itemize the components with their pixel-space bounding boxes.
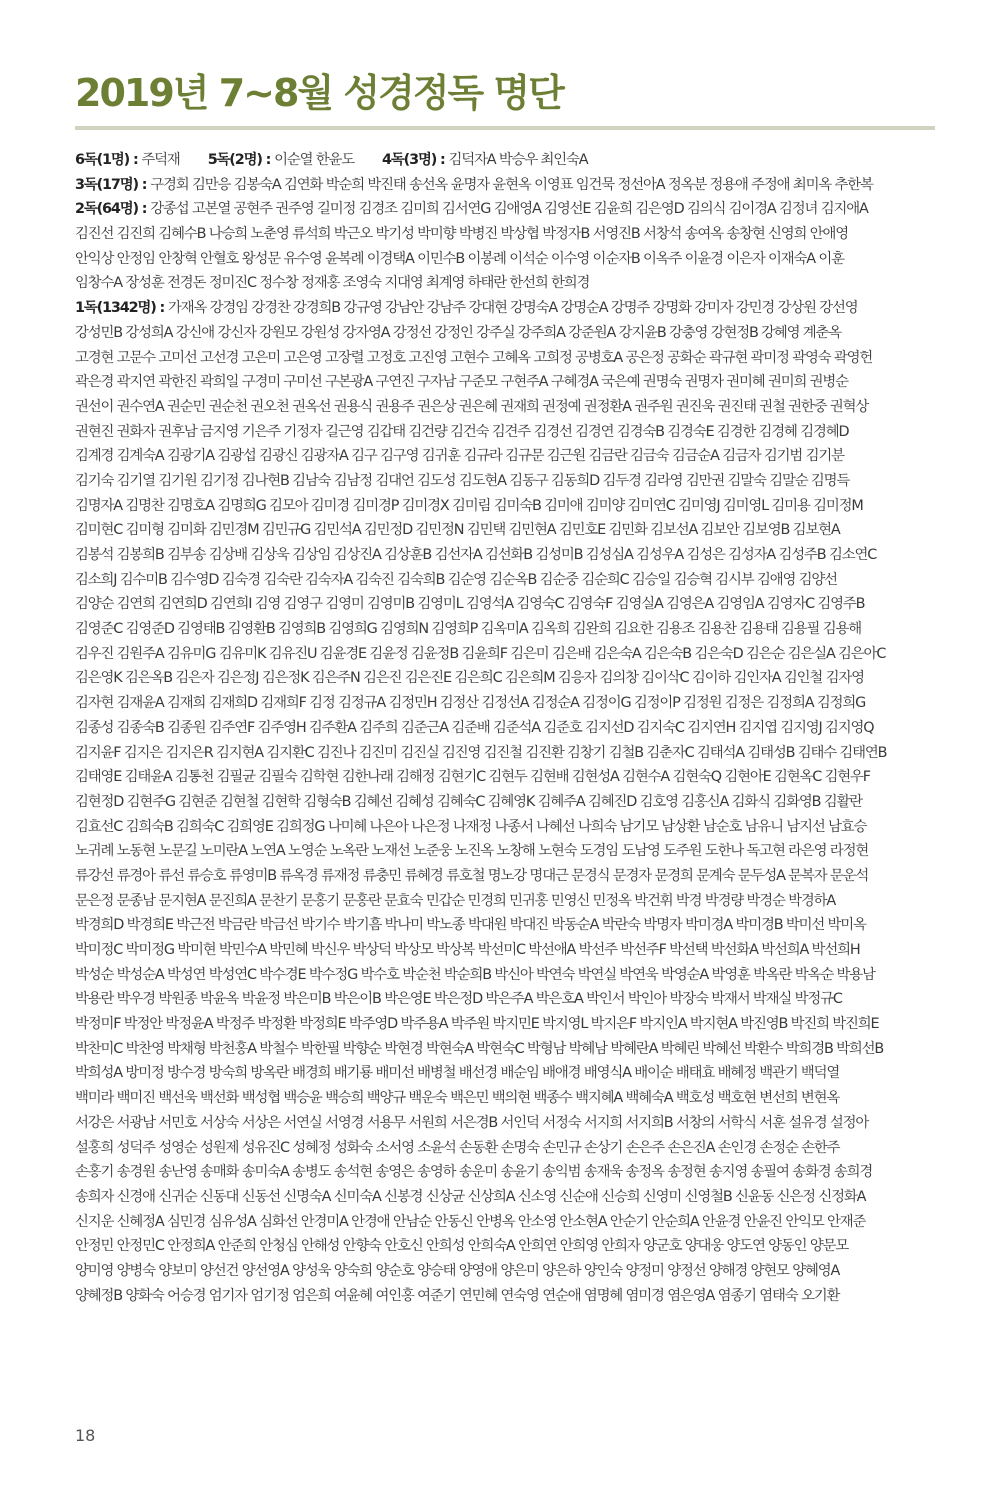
name-line: 박성순 박성순A 박성연 박성연C 박수경E 박수정G 박수호 박순천 박순희B 박신아 박연숙 박연실 박연욱 박영순A 박영훈 박옥란 박옥순 박용남 — [75, 966, 875, 983]
name-line: 서강은 서광남 서민호 서상숙 서상은 서연실 서영경 서용무 서원희 서은경B 서인덕 서정숙 서지희 서지희B 서창의 서학식 서훈 설유경 설정아 — [75, 1114, 869, 1131]
name-line: 권선이 권수연A 권순민 권순천 권오천 권옥선 권용식 권용주 권은상 권은혜 권재희 권정예 권정환A 권주원 권진욱 권진태 권철 권한중 권혁상 — [75, 398, 869, 415]
name-line: 김태영E 김태윤A 김통천 김필균 김필숙 김학현 김한나래 김해정 김현기C 김현두 김현배 김현성A 김현수A 김현숙Q 김현아E 김현옥C 김현우F — [75, 769, 870, 786]
name-line: 송희자 신경애 신귀순 신동대 신동선 신명숙A 신미숙A 신봉경 신상균 신상희A 신소영 신순애 신승희 신영미 신영철B 신윤동 신은정 신정화A — [75, 1188, 866, 1205]
name-line: 김현정D 김현주G 김현준 김현철 김현학 김형숙B 김혜선 김혜성 김혜숙C 김혜영K 김혜주A 김혜진D 김호영 김홍신A 김화식 김화영B 김활란 — [75, 793, 862, 810]
name-line: 안익상 안정임 안창혁 안혈호 왕성문 유수영 윤복례 이경택A 이민수B 이봉례 이석순 이수영 이순자B 이옥주 이윤경 이은자 이재숙A 이훈 — [75, 250, 844, 267]
name-line: 박미정C 박미정G 박미현 박민수A 박민혜 박신우 박상덕 박상모 박상복 박선미C 박선애A 박선주 박선주F 박선택 박선화A 박선희A 박선희H — [75, 942, 860, 958]
group-3-names: 구경회 김만응 김봉숙A 김연화 박순희 박진태 송선옥 윤명자 윤현옥 이영표 임건묵 정선아A 정옥분 정용애 주정애 최미옥 추한복 — [150, 176, 873, 193]
name-line: 김우진 김원주A 김유미G 김유미K 김유진U 김윤경E 김윤정 김윤정B 김윤희F 김은미 김은배 김은숙A 김은숙B 김은숙D 김은순 김은실A 김은아C — [75, 645, 886, 662]
name-line: 양미영 양병숙 양보미 양선건 양선영A 양성욱 양숙희 양순호 양승태 양영애 양은미 양은하 양인숙 양정미 양정선 양해경 양현모 양혜영A — [75, 1262, 840, 1279]
name-line: 김종성 김종숙B 김종원 김주연F 김주영H 김주환A 김주희 김준근A 김준배 김준석A 김준호 김지선D 김지숙C 김지연H 김지엽 김지영J 김지영Q — [75, 719, 874, 736]
group-6-names: 주덕재 — [141, 152, 180, 168]
name-line: 신지운 신혜정A 심민경 심유성A 심화선 안경미A 안경애 안남순 안동신 안병옥 안소영 안소현A 안순기 안순희A 안윤경 안윤진 안익모 안재준 — [75, 1213, 866, 1230]
name-line: 곽은경 곽지연 곽한진 곽희일 구경미 구미선 구본광A 구연진 구자남 구준모 구현주A 구혜경A 국은예 권명숙 권명자 권미혜 권미희 권병순 — [75, 374, 848, 391]
group-line-6-5-4 — [75, 148, 935, 173]
group-line-1 — [75, 296, 935, 321]
name-line: 설홍희 성덕주 성영순 성원제 성유진C 성혜정 성화숙 소서영 소윤석 손동환 손명숙 손민규 손상기 손은주 손은진A 손인경 손정순 손한주 — [75, 1139, 840, 1156]
name-line: 김영준C 김영준D 김영태B 김영환B 김영희B 김영희G 김영희N 김영희P 김옥미A 김옥희 김완희 김요한 김용조 김용찬 김용태 김용필 김용해 — [75, 621, 861, 638]
reader-list — [75, 148, 935, 1456]
name-line — [75, 1407, 935, 1432]
name-line: 강성민B 강성희A 강신애 강신자 강원모 강원성 강자영A 강정선 강정인 강주실 강주희A 강준원A 강지윤B 강충영 강현정B 강혜영 계춘옥 — [75, 324, 842, 341]
group-line-2 — [75, 197, 935, 222]
name-line: 안정민 안정민C 안정희A 안준희 안청심 안해성 안향숙 안호신 안희성 안희숙A 안희연 안희영 안희자 양군호 양대웅 양도연 양동인 양문모 — [75, 1238, 849, 1255]
page-title: 2019년 7~8월 성경정독 명단 — [75, 71, 563, 115]
group-4-label: 4독(3명) : — [382, 152, 449, 168]
name-line: 김명자A 김명찬 김명호A 김명희G 김모아 김미경 김미경P 김미경X 김미림 김미숙B 김미애 김미양 김미연C 김미영J 김미영L 김미용 김미정M — [75, 497, 863, 514]
name-line: 문은정 문종남 문지현A 문진희A 문찬기 문홍기 문홍란 문효숙 민갑순 민경희 민귀홍 민영신 민정옥 박건휘 박경 박경량 박경순 박경하A — [75, 892, 836, 909]
name-line: 김기숙 김기열 김기원 김기정 김나현B 김남숙 김남정 김대언 김도성 김도현A 김동구 김동희D 김두경 김라영 김만권 김말숙 김말순 김명득 — [75, 472, 850, 489]
name-line — [75, 1432, 935, 1457]
name-line: 류강선 류경아 류선 류승호 류영미B 류옥경 류재정 류충민 류혜경 류호철 명노강 명대근 문경식 문경자 문경희 문계숙 문두성A 문복자 문운석 — [75, 867, 869, 884]
name-line: 박찬미C 박찬영 박채형 박천홍A 박철수 박한필 박향순 박현경 박현숙A 박현숙C 박형남 박혜남 박혜란A 박혜린 박혜선 박환수 박희경B 박희선B — [75, 1040, 884, 1057]
group-6-label: 6독(1명) : — [75, 152, 142, 168]
name-line: 김진선 김진희 김혜수B 나승희 노춘영 류석희 박근오 박기성 박미향 박병진 박상협 박정자B 서영진B 서창석 송여옥 송창현 신영희 안애영 — [75, 226, 848, 243]
name-line: 손홍기 송경원 송난영 송매화 송미숙A 송병도 송석현 송영은 송영하 송운미 송윤기 송익범 송재욱 송정옥 송정현 송지영 송필여 송화경 송희경 — [75, 1164, 873, 1181]
group-line-3 — [75, 173, 935, 198]
name-line: 노귀례 노동현 노문길 노미란A 노연A 노영순 노옥란 노재선 노준웅 노진옥 노창해 노현숙 도경임 도남영 도주원 도한나 독고현 라은영 라정현 — [75, 843, 869, 860]
name-line: 김효선C 김희숙B 김희숙C 김희영E 김희정G 나미혜 나은아 나은정 나재정 나종서 나혜선 나희숙 남기모 남상환 남순호 남유니 남지선 남효승 — [75, 818, 867, 835]
name-line: 박용란 박우경 박원종 박윤옥 박윤정 박은미B 박은이B 박은영E 박은정D 박은주A 박은호A 박인서 박인아 박장숙 박재서 박재실 박정규C — [75, 991, 842, 1008]
name-line — [75, 1333, 935, 1358]
group-4-names: 김덕자A 박승우 최인숙A — [448, 152, 588, 168]
name-line: 김양순 김연희 김연희D 김연희I 김영 김영구 김영미 김영미B 김영미L 김영석A 김영숙C 김영숙F 김영실A 김영은A 김영임A 김영자C 김영주B — [75, 596, 865, 613]
name-line: 김지윤F 김지은 김지은R 김지현A 김지환C 김진나 김진미 김진실 김진영 김진철 김진환 김창기 김철B 김춘자C 김태석A 김태성B 김태수 김태연B — [75, 744, 887, 761]
group-5-label: 5독(2명) : — [207, 152, 275, 168]
name-line: 권현진 권화자 권후남 금지영 기은주 기정자 길근영 김갑태 김건량 김건숙 김견주 김경선 김경연 김경숙B 김경숙E 김경한 김경혜 김경혜D — [75, 423, 849, 440]
name-line: 김자현 김재윤A 김재희 김재희D 김재희F 김정 김정규A 김정민H 김정산 김정선A 김정순A 김정이G 김정이P 김정원 김정은 김정희A 김정희G — [75, 695, 866, 712]
group-3-label: 3독(17명) : — [75, 176, 151, 193]
name-line: 김계경 김계숙A 김광기A 김광섭 김광신 김광자A 김구 김구영 김귀훈 김규라 김규문 김근원 김금란 김금숙 김금순A 김금자 김기범 김기분 — [75, 448, 844, 465]
name-line: 백미라 백미진 백선욱 백선화 백성협 백승윤 백승희 백양규 백운숙 백은민 백의현 백종수 백지혜A 백혜숙A 백호성 백호현 변선희 변현옥 — [75, 1090, 840, 1107]
name-line: 김소희J 김수미B 김수영D 김숙경 김숙란 김숙자A 김숙진 김숙희B 김순영 김순옥B 김순중 김순희C 김승일 김승혁 김시부 김애영 김양선 — [75, 571, 837, 588]
group-1-names: 가재옥 강경임 강경찬 강경희B 강규영 강남안 강남주 강대현 강명숙A 강명순A 강명주 강명화 강미자 강민경 강상원 강선영 — [168, 300, 858, 317]
name-line — [75, 1358, 935, 1383]
name-line: 박희성A 방미정 방수경 방숙희 방옥란 배경희 배기룡 배미선 배병철 배선경 배순임 배애경 배영식A 배이순 배태효 배혜정 백관기 백덕열 — [75, 1065, 840, 1082]
group-1-label: 1독(1342명) : — [75, 300, 168, 317]
name-line: 양혜정B 양화숙 어승경 엄기자 엄기정 엄은희 여윤혜 여인홍 여준기 연민혜 연숙영 연순애 염명혜 염미경 염은영A 염종기 염태숙 오기환 — [75, 1287, 840, 1304]
name-line: 박경희D 박경희E 박근전 박금란 박금선 박기수 박기흠 박나미 박노종 박대원 박대진 박동순A 박란숙 박명자 박미경A 박미경B 박미선 박미옥 — [75, 917, 866, 934]
name-line: 고경현 고문수 고미선 고선경 고은미 고은영 고장렬 고정호 고진영 고현수 고혜옥 고희정 공병호A 공은정 공화순 곽규현 곽미정 곽영숙 곽영헌 — [75, 349, 873, 366]
title-divider — [75, 126, 935, 130]
name-line — [75, 1382, 935, 1407]
name-line: 김은영K 김은옥B 김은자 김은정J 김은정K 김은주N 김은진 김은진E 김은희C 김은희M 김응자 김의창 김이삭C 김이하 김인자A 김인철 김자영 — [75, 670, 864, 687]
name-line: 임창수A 장성훈 전경돈 정미진C 정수창 정재홍 조영숙 지대영 최계영 하태란 한선희 한희경 — [75, 275, 590, 292]
name-line — [75, 1308, 935, 1333]
name-line: 김미현C 김미형 김미화 김민경M 김민규G 김민석A 김민정D 김민정N 김민택 김민현A 김민호E 김민화 김보선A 김보안 김보영B 김보현A — [75, 522, 840, 539]
page-number: 18 — [75, 1426, 96, 1445]
group-5-names: 이순열 한윤도 — [274, 152, 355, 168]
name-line: 박정미F 박정안 박정윤A 박정주 박정환 박정희E 박주영D 박주용A 박주원 박지민E 박지영L 박지은F 박지인A 박지현A 박진영B 박진희 박진희E — [75, 1016, 879, 1033]
group-2-names: 강종섭 고본열 공현주 권주영 길미정 김경조 김미희 김서연G 김애영A 김영선E 김윤희 김은영D 김의식 김이경A 김정녀 김지애A — [150, 201, 868, 218]
name-line: 김봉석 김봉희B 김부송 김상배 김상욱 김상임 김상진A 김상훈B 김선자A 김선화B 김성미B 김성심A 김성우A 김성은 김성자A 김성주B 김소연C — [75, 547, 877, 563]
group-2-label: 2독(64명) : — [75, 201, 151, 218]
